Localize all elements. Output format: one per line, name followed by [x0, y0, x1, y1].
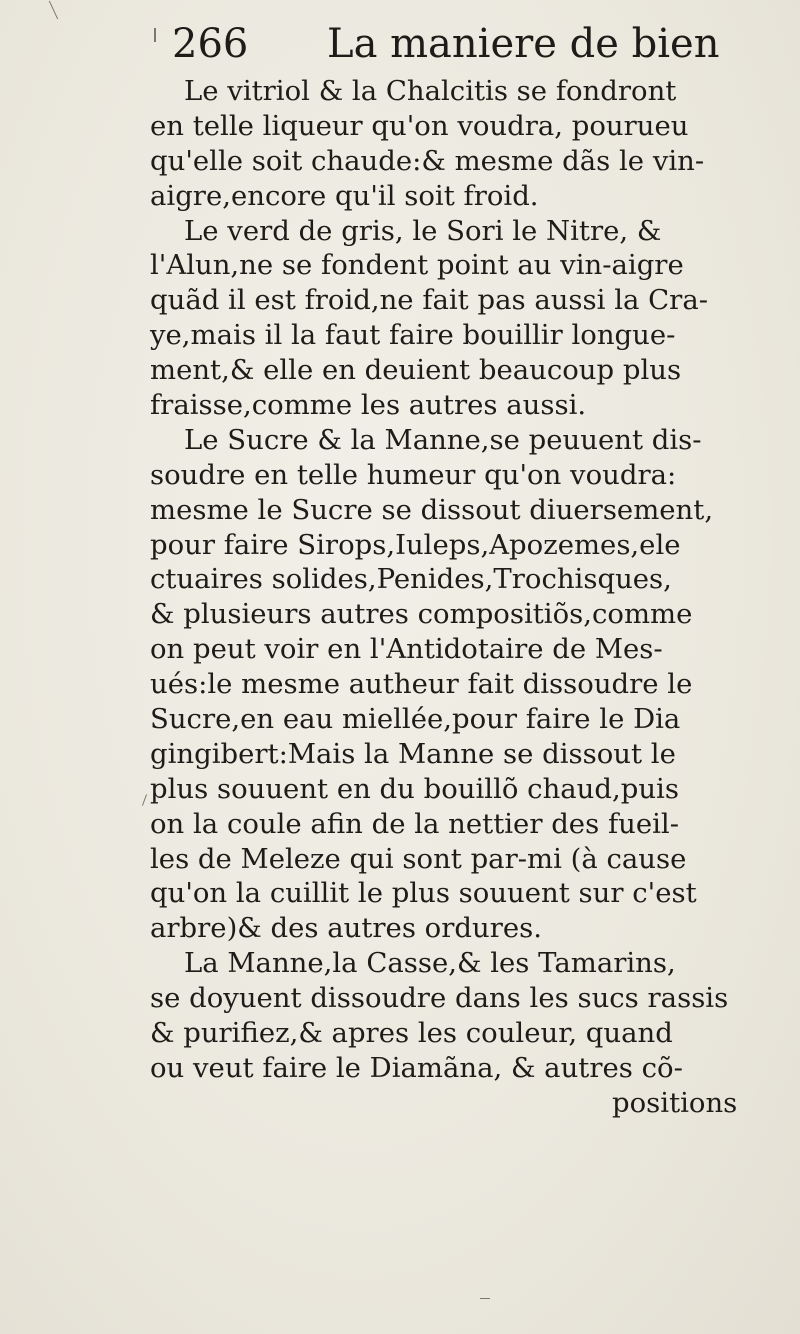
text-line: on la coule afin de la nettier des fueil- [150, 807, 679, 840]
text-line: ués:le mesme autheur fait dissoudre le [150, 668, 693, 701]
text-line: & purifiez,& apres les couleur, quand [150, 1017, 673, 1050]
catchword: positions [612, 1086, 738, 1119]
text-line: soudre en telle humeur qu'on voudra: [150, 458, 677, 491]
text-line: pour faire Sirops,Iuleps,Apozemes,ele [150, 528, 681, 561]
text-line: plus souuent en du bouillõ chaud,puis [150, 772, 679, 805]
text-line: Le vitriol & la Chalcitis se fondront [184, 75, 677, 107]
running-head: La maniere de bien [327, 21, 720, 67]
text-line: ou veut faire le Diamãna, & autres cõ- [150, 1051, 683, 1084]
text-line: fraisse,comme les autres aussi. [150, 389, 587, 422]
text-line: l'Alun,ne se fondent point au vin-aigre [150, 249, 684, 282]
text-line: quãd il est froid,ne fait pas aussi la Cra- [150, 284, 709, 317]
margin-tick [142, 794, 147, 806]
text-line: mesme le Sucre se dissout diuersement, [150, 493, 714, 526]
text-line: les de Meleze qui sont par-mi (à cause [150, 842, 687, 875]
body-text [150, 74, 790, 1121]
margin-tick [480, 1298, 490, 1299]
text-line: on peut voir en l'Antidotaire de Mes- [150, 633, 663, 666]
text-line: gingibert:Mais la Manne se dissout le [150, 737, 676, 770]
text-line: aigre,encore qu'il soit froid. [150, 179, 539, 212]
page-number: 266 [172, 21, 249, 67]
text-line: qu'on la cuillit le plus souuent sur c'est [150, 877, 697, 910]
text-line: ctuaires solides,Penides,Trochisques, [150, 563, 672, 596]
text-line: Le Sucre & la Manne,se peuuent dis- [184, 423, 702, 456]
text-line: ye,mais il la faut faire bouillir longue- [150, 319, 676, 352]
text-line: Sucre,en eau miellée,pour faire le Dia [150, 703, 681, 736]
text-line: La Manne,la Casse,& les Tamarins, [184, 947, 676, 980]
text-line: se doyuent dissoudre dans les sucs rassis [150, 982, 729, 1015]
text-line: qu'elle soit chaude:& mesme dãs le vin- [150, 144, 705, 177]
text-line: Le verd de gris, le Sori le Nitre, & [184, 214, 662, 247]
text-line: ment,& elle en deuient beaucoup plus [150, 354, 682, 387]
text-line: en telle liqueur qu'on voudra, pourueu [150, 109, 689, 142]
text-line: & plusieurs autres compositiõs,comme [150, 598, 693, 631]
text-line: arbre)& des autres ordures. [150, 912, 542, 945]
page-header [0, 14, 800, 70]
